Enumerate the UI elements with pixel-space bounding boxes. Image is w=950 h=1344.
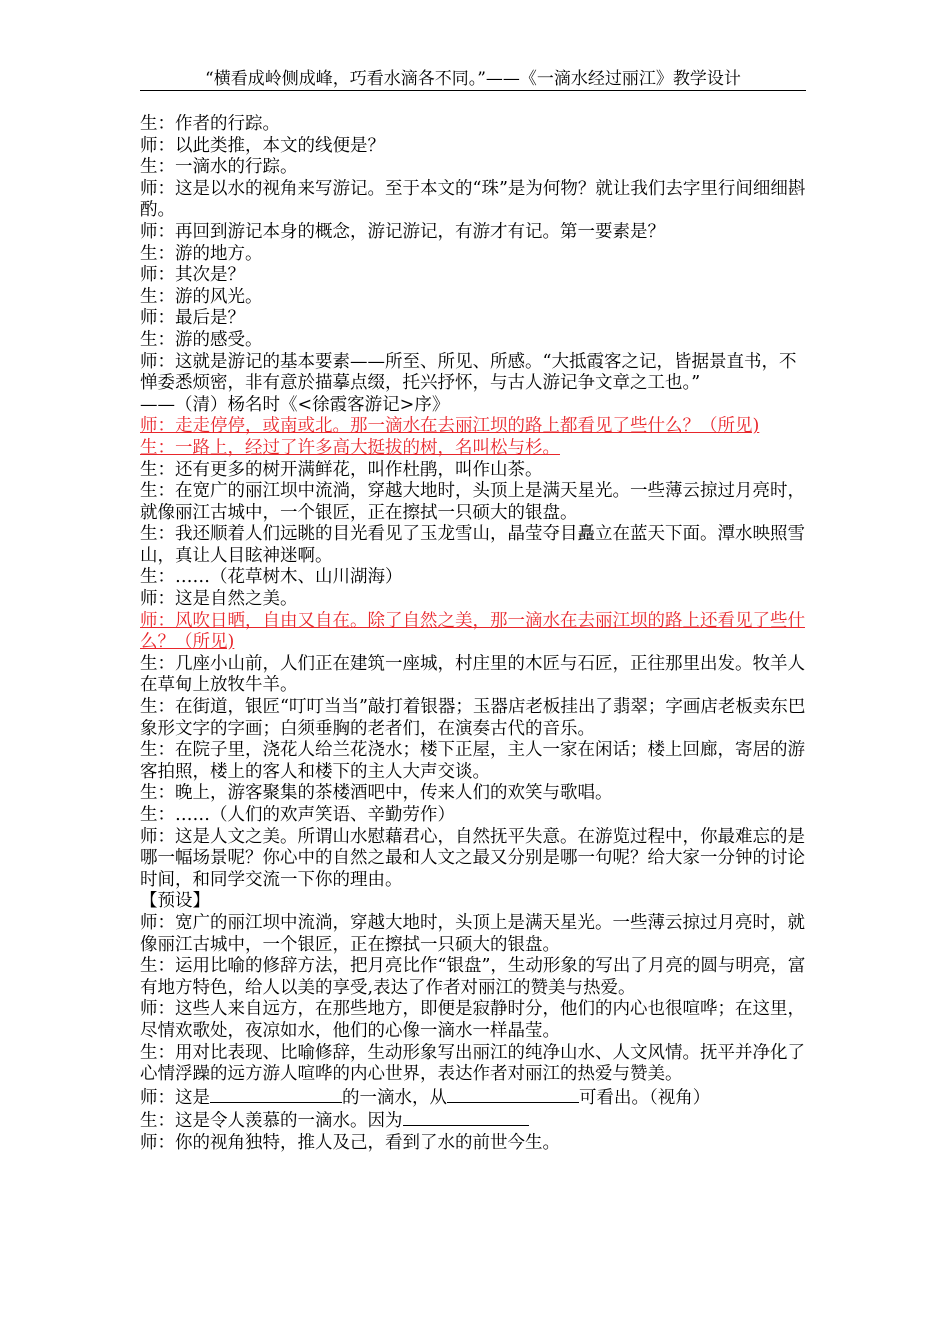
paragraph: 生：几座小山前，人们正在建筑一座城，村庄里的木匠与石匠，正往那里出发。牧羊人在草甸上放牧牛羊。: [140, 653, 805, 696]
paragraph: 生：在街道，银匠“叮叮当当”敲打着银器；玉器店老板挂出了翡翠；字画店老板卖东巴象形文字的字画；白须垂胸的老者们，在演奏古代的音乐。: [140, 697, 806, 739]
paragraph: 生：作者的行踪。: [140, 114, 280, 134]
paragraph: 师：这是人文之美。所谓山水慰藉君心，自然抚平失意。在游览过程中，你最难忘的是哪一幅场景呢？你心中的自然之最和人文之最又分别是哪一句呢？给大家一分钟的讨论时间，和同学交流一下你的理由。: [140, 826, 805, 890]
paragraph: 生：用对比表现、比喻修辞，生动形象写出丽江的纯净山水、人文风情。抚平并净化了心情浮躁的远方游人喧哗的内心世界，表达作者对丽江的热爱与赞美。: [140, 1042, 805, 1085]
paragraph: 生：一滴水的行踪。: [140, 157, 298, 178]
header-rule: [140, 90, 806, 91]
paragraph: 师：以此类推，本文的线便是？: [140, 135, 385, 156]
paragraph: 师：其次是？: [140, 265, 245, 286]
paragraph: 生：游的感受。: [140, 329, 263, 350]
fill-text: 生：这是令人羡慕的一滴水。因为: [140, 1111, 403, 1132]
paragraph: 师：最后是？: [140, 308, 245, 329]
fill-in-line: [140, 1086, 810, 1110]
highlighted-question: 师：走走停停，或南或北。那一滴水在去丽江坝的路上都看见了些什么？（所见): [140, 416, 760, 437]
paragraph: 生：游的地方。: [140, 243, 263, 264]
highlighted-question: 师：风吹日晒，自由又自在。除了自然之美，那一滴水在去丽江坝的路上还看见了些什么？（所见): [140, 610, 805, 653]
paragraph: 师：这是自然之美。: [140, 589, 298, 610]
paragraph: 师：宽广的丽江坝中流淌，穿越大地时，头顶上是满天星光。一些薄云掠过月亮时，就像丽江古城中，一个银匠，正在擦拭一只硕大的银盘。: [140, 912, 805, 955]
blank-line: [403, 1109, 529, 1126]
paragraph: 生：运用比喻的修辞方法，把月亮比作“银盘”，生动形象的写出了月亮的圆与明亮，富有地方特色，给人以美的享受,表达了作者对丽江的赞美与热爱。: [140, 956, 806, 998]
blank-line: [447, 1086, 579, 1103]
citation-line: ——（清）杨名时《<徐霞客游记>序》: [140, 394, 450, 415]
paragraph: 生：游的风光。: [140, 286, 263, 307]
paragraph: 生：……（花草树木、山川湖海）: [140, 567, 403, 588]
section-label: 【预设】: [140, 891, 210, 912]
fill-text: 师：这是: [140, 1087, 210, 1108]
paragraph: 师：再回到游记本身的概念，游记游记，有游才有记。第一要素是？: [140, 221, 665, 242]
paragraph: 师：这些人来自远方，在那些地方，即便是寂静时分，他们的内心也很喧哗；在这里，尽情欢歌处，夜凉如水，他们的心像一滴水一样晶莹。: [140, 999, 805, 1041]
paragraph: 生：晚上，游客聚集的茶楼酒吧中，传来人们的欢笑与歌唱。: [140, 783, 613, 804]
blank-line: [210, 1086, 342, 1103]
highlighted-answer: 生：一路上，经过了许多高大挺拔的树，名叫松与杉。: [140, 437, 560, 458]
paragraph: 师：你的视角独特，推人及己，看到了水的前世今生。: [140, 1132, 560, 1153]
page-header-title: “横看成岭侧成峰，巧看水滴各不同。”——《一滴水经过丽江》教学设计: [205, 69, 741, 89]
document-body: [140, 114, 810, 1155]
paragraph: 生：还有更多的树开满鲜花，叫作杜鹃，叫作山茶。: [140, 459, 543, 480]
paragraph: 师：这就是游记的基本要素——所至、所见、所感。“大抵霞客之记，皆据景直书，不惮委悉烦密，非有意於描摹点缀，托兴抒怀，与古人游记争文章之工也。”: [140, 351, 797, 394]
fill-text: 的一滴水，从: [342, 1087, 447, 1108]
paragraph: 师：这是以水的视角来写游记。至于本文的“珠”是为何物？就让我们去字里行间细细斟酌。: [140, 178, 806, 221]
paragraph: 生：……（人们的欢声笑语、辛勤劳作）: [140, 805, 455, 825]
fill-text: 可看出。（视角）: [579, 1087, 711, 1108]
paragraph: 生：在院子里，浇花人给兰花浇水；楼下正屋，主人一家在闲话；楼上回廊，寄居的游客拍照，楼上的客人和楼下的主人大声交谈。: [140, 740, 805, 782]
paragraph: 生：在宽广的丽江坝中流淌，穿越大地时，头顶上是满天星光。一些薄云掠过月亮时，就像丽江古城中，一个银匠，正在擦拭一只硕大的银盘。: [140, 481, 805, 523]
paragraph: 生：我还顺着人们远眺的目光看见了玉龙雪山，晶莹夺目矗立在蓝天下面。潭水映照雪山，真让人目眩神迷啊。: [140, 524, 805, 566]
fill-in-line: [140, 1109, 810, 1133]
